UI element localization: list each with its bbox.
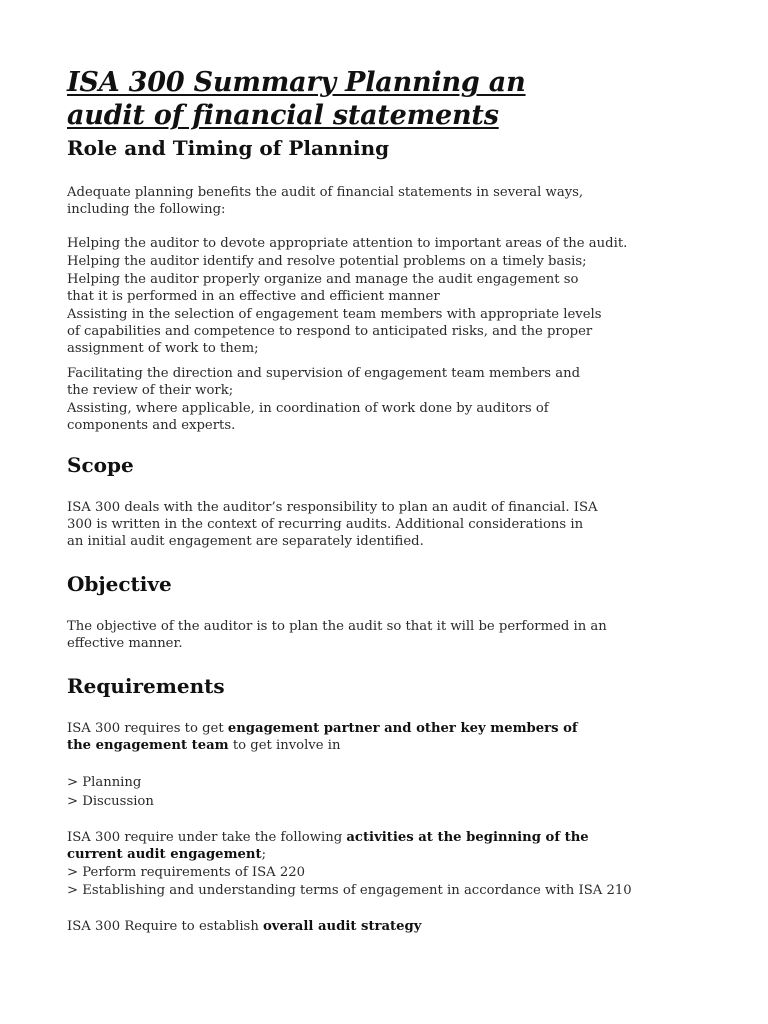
req2-bold-line1: activities at the beginning of the xyxy=(346,830,589,845)
req1-suffix: to get involve in xyxy=(228,738,341,753)
objective-paragraph: The objective of the auditor is to plan the audit so that it will be performed in an effective manner. xyxy=(67,619,607,651)
list-item: > Perform requirements of ISA 220 xyxy=(67,865,306,880)
title-line-1: ISA 300 Summary Planning an xyxy=(67,67,526,98)
benefit-item: Assisting, where applicable, in coordination of work done by auditors of components and experts. xyxy=(67,401,549,433)
scope-paragraph: ISA 300 deals with the auditor’s responsibility to plan an audit of financial. ISA 300 is written in the context of recurring audits. Additional considerations in an initial audit engagement are separately identified. xyxy=(67,500,598,549)
section-heading-role-timing: Role and Timing of Planning xyxy=(67,136,390,160)
req3-bold: overall audit strategy xyxy=(263,919,422,934)
benefits-list xyxy=(67,235,707,434)
req1-bold-line2: the engagement team xyxy=(67,738,229,753)
document-title xyxy=(67,66,707,132)
involvement-list xyxy=(67,773,707,811)
benefit-item: Assisting in the selection of engagement team members with appropriate levels of capabilities and competence to respond to anticipated risks, and the proper assignment of work to them; xyxy=(67,307,602,356)
req1-prefix: ISA 300 requires to get xyxy=(67,721,228,736)
activities-list xyxy=(67,864,707,900)
list-item: > Establishing and understanding terms of engagement in accordance with ISA 210 xyxy=(67,883,632,898)
section-heading-scope: Scope xyxy=(67,453,134,477)
benefit-item: Facilitating the direction and supervision of engagement team members and the review of their work; xyxy=(67,366,581,398)
req2-prefix: ISA 300 require under take the following xyxy=(67,830,347,845)
intro-paragraph: Adequate planning benefits the audit of financial statements in several ways, including the following: xyxy=(67,185,584,217)
document-page xyxy=(67,66,707,935)
benefit-item: Helping the auditor properly organize and manage the audit engagement so that it is performed in an effective and efficient manner xyxy=(67,272,579,304)
req2-bold-line2: current audit engagement xyxy=(67,847,262,862)
req1-bold-line1: engagement partner and other key members of xyxy=(227,721,578,736)
list-item: > Discussion xyxy=(67,794,154,809)
benefit-item: Helping the auditor to devote appropriate attention to important areas of the audit. xyxy=(67,236,628,251)
requirement-involvement xyxy=(67,720,707,754)
req3-prefix: ISA 300 Require to establish xyxy=(67,919,264,934)
section-heading-objective: Objective xyxy=(67,572,172,596)
title-line-2: audit of financial statements xyxy=(67,100,499,131)
list-item: > Planning xyxy=(67,775,142,790)
requirement-activities xyxy=(67,829,707,863)
section-heading-requirements: Requirements xyxy=(67,674,225,698)
benefit-item: Helping the auditor identify and resolve potential problems on a timely basis; xyxy=(67,254,587,269)
requirement-strategy xyxy=(67,918,707,935)
req2-suffix: ; xyxy=(261,847,267,862)
